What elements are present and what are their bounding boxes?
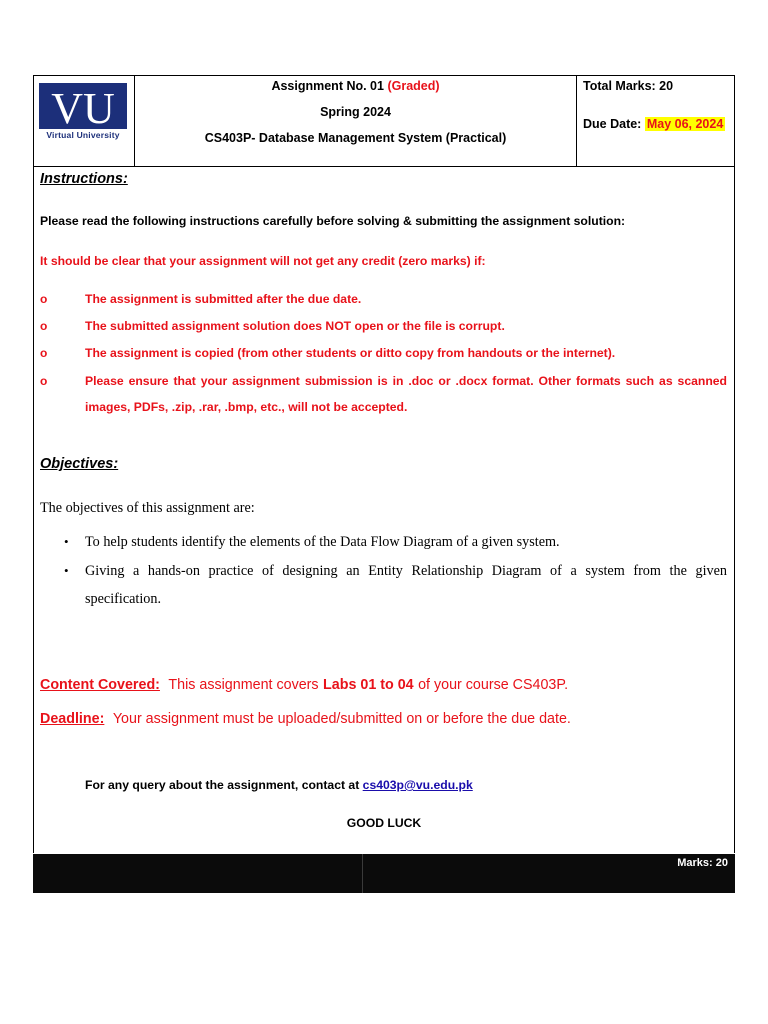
instructions-intro: Please read the following instructions carefully before solving & submitting the assignment solution: [40, 214, 626, 228]
content-covered-line [40, 676, 568, 694]
contact-email-link[interactable]: cs403p@vu.edu.pk [362, 778, 473, 792]
content-covered-course: of your course CS403P. [418, 677, 569, 693]
instruction-item-continued: images, PDFs, .zip, .rar, .bmp, etc., will not be accepted. [85, 400, 408, 414]
instructions-heading: Instructions: [40, 171, 128, 187]
objective-item: Giving a hands-on practice of designing an Entity Relationship Diagram of a system from the given [85, 563, 727, 579]
bullet-4-icon: o [40, 374, 48, 388]
content-covered-label: Content Covered: [40, 677, 160, 693]
deadline-line [40, 710, 571, 728]
footer-divider [362, 854, 363, 893]
content-covered-labs: Labs 01 to 04 [323, 677, 414, 693]
marks-cell [577, 76, 734, 166]
due-date-label: Due Date: [583, 117, 642, 131]
logo-subtitle: Virtual University [46, 130, 120, 140]
good-luck: GOOD LUCK [346, 816, 422, 830]
assignment-document [33, 75, 735, 853]
objectives-intro: The objectives of this assignment are: [40, 500, 255, 516]
deadline-label: Deadline: [40, 711, 105, 727]
bullet-2-icon: o [40, 319, 48, 333]
logo-text: VU [51, 84, 115, 133]
instruction-item: The submitted assignment solution does NOT open or the file is corrupt. [85, 319, 505, 333]
bullet-3-icon: o [40, 346, 48, 360]
assignment-number: Assignment No. 01 [271, 79, 384, 93]
assignment-title [135, 79, 576, 93]
contact-line [85, 778, 473, 792]
document-body [33, 167, 735, 853]
footer-bar [33, 854, 735, 893]
graded-label: (Graded) [387, 79, 440, 93]
content-covered-text: This assignment covers [168, 677, 319, 693]
objective-item-continued: specification. [85, 591, 162, 607]
objectives-heading: Objectives: [40, 456, 119, 472]
instruction-item: The assignment is copied (from other students or ditto copy from handouts or the internet). [85, 346, 616, 360]
bullet-dot-icon: • [64, 534, 69, 549]
objective-item: To help students identify the elements of the Data Flow Diagram of a given system. [85, 534, 560, 550]
semester: Spring 2024 [320, 105, 391, 119]
total-marks: Total Marks: 20 [583, 79, 674, 93]
footer-marks: Marks: 20 [677, 857, 728, 869]
bullet-1-icon: o [40, 292, 48, 306]
deadline-text: Your assignment must be uploaded/submitted on or before the due date. [112, 711, 571, 727]
contact-text: For any query about the assignment, contact at [85, 778, 360, 792]
due-date-row [583, 117, 725, 131]
logo-cell [34, 76, 135, 166]
instruction-item: The assignment is submitted after the due date. [85, 292, 362, 306]
title-cell [135, 76, 577, 166]
header-table [33, 75, 735, 167]
bullet-dot-icon: • [64, 563, 69, 578]
instruction-item: Please ensure that your assignment submission is in .doc or .docx format. Other formats such as scanned [85, 374, 727, 388]
course-name: CS403P- Database Management System (Practical) [204, 131, 507, 145]
credit-warning: It should be clear that your assignment will not get any credit (zero marks) if: [40, 254, 486, 268]
due-date-value: May 06, 2024 [646, 117, 724, 131]
